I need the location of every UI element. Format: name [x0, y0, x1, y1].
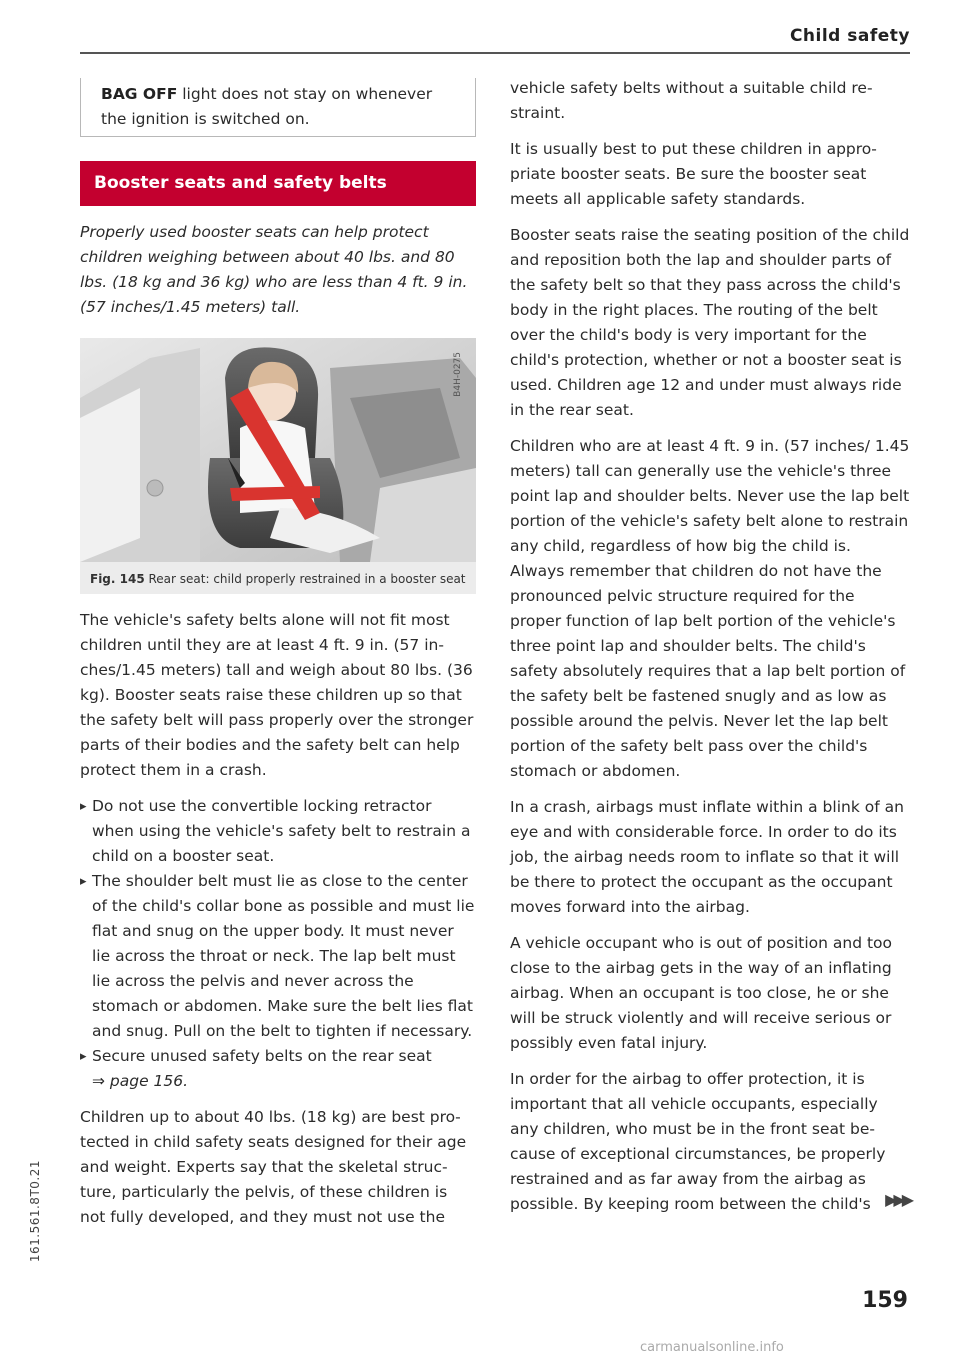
side-document-code: 161.561.8T0.21	[28, 1160, 42, 1263]
notice-bold: BAG OFF	[101, 85, 178, 103]
bullet-text: Secure unused safety belts on the rear seat	[92, 1047, 432, 1065]
page-number: 159	[862, 1288, 908, 1313]
header-rule	[80, 52, 910, 54]
bag-off-notice	[80, 78, 476, 137]
page-reference-link[interactable]: ⇒ page 156.	[92, 1072, 189, 1090]
section-title: Child safety	[789, 26, 910, 46]
left-paragraph-last: Children up to about 40 lbs. (18 kg) are best protected in child safety seats designed for their age and weight. Experts say that the skeletal structure, particularly the pelvis, of these children is not fully developed, and they must not use the	[80, 1108, 467, 1226]
right-paragraph: In order for the airbag to offer protection, it is important that all vehicle occupants, especially any children, who must be in the front seat because of exceptional circumstances, be properly restrained and as far away from the airbag as possible. By keeping room between the child's	[510, 1070, 886, 1213]
notice-text: light does not stay on whenever the ignition is switched on.	[101, 85, 433, 128]
bullet-item: ▸ Do not use the convertible locking retractor when using the vehicle's safety belt to restrain a child on a booster seat.	[80, 794, 476, 869]
right-paragraph: It is usually best to put these children in appropriate booster seats. Be sure the booster seat meets all applicable safety standards.	[510, 140, 877, 208]
section-heading: Booster seats and safety belts	[80, 161, 476, 206]
left-paragraph: The vehicle's safety belts alone will not fit most children until they are at least 4 ft. 9 in. (57 inches/1.45 meters) tall and weigh about 80 lbs. (36 kg). Booster seats raise these children up so that the safety belt will pass properly over the stronger parts of their bodies and the safety belt can help protect them in a crash.	[80, 611, 474, 779]
right-paragraph: vehicle safety belts without a suitable child restraint.	[510, 79, 873, 122]
bullet-item	[80, 1044, 476, 1094]
continue-arrow-icon: ▶▶▶	[885, 1190, 910, 1209]
bullet-item: ▸ The shoulder belt must lie as close to the center of the child's collar bone as possible and must lie flat and snug on the upper body. It must never lie across the throat or neck. The lap belt must lie across the pelvis and never across the stomach or abdomen. Make sure the belt lies flat and snug. Pull on the belt to tighten if necessary.	[80, 869, 476, 1044]
bullet-list	[80, 794, 476, 1094]
caption-text: Rear seat: child properly restrained in a booster seat	[144, 572, 466, 586]
watermark: carmanualsonline.info	[640, 1340, 784, 1355]
figure-booster-seat	[80, 338, 476, 562]
caption-label: Fig. 145	[90, 572, 145, 586]
figure-caption	[80, 562, 476, 594]
figure-code: B4H-0275	[453, 352, 463, 397]
left-column	[80, 78, 476, 1241]
right-paragraph: Children who are at least 4 ft. 9 in. (57 inches/ 1.45 meters) tall can generally use the vehicle's three point lap and shoulder belts. Never use the lap belt portion of the vehicle's safety belt alone to restrain any child, regardless of how big the child is. Always remember that children do not have the pronounced pelvic structure required for the proper function of lap belt portion of the vehicle's three point lap and shoulder belts. The child's safety absolutely requires that a lap belt portion of the safety belt be fastened snugly and as low as possible around the pelvis. Never let the lap belt portion of the safety belt pass over the child's stomach or abdomen.	[510, 437, 910, 780]
booster-seat-illustration	[80, 338, 476, 562]
right-paragraph: In a crash, airbags must inflate within a blink of an eye and with considerable force. In order to do its job, the airbag needs room to inflate so that it will be there to protect the occupant as the occupant moves forward into the airbag.	[510, 798, 904, 916]
right-paragraph: A vehicle occupant who is out of position and too close to the airbag gets in the way of an inflating airbag. When an occupant is too close, he or she will be struck violently and will receive serious or possibly even fatal injury.	[510, 934, 893, 1052]
right-paragraph: Booster seats raise the seating position of the child and reposition both the lap and shoulder parts of the safety belt so that they pass across the child's body in the right places. The routing of the belt over the child's body is very important for the child's protection, whether or not a booster seat is used. Children age 12 and under must always ride in the rear seat.	[510, 226, 910, 419]
right-column	[510, 76, 910, 1228]
intro-paragraph: Properly used booster seats can help protect children weighing between about 40 lbs. and 80 lbs. (18 kg and 36 kg) who are less than 4 ft. 9 in. (57 inches/1.45 meters) tall.	[80, 223, 468, 316]
